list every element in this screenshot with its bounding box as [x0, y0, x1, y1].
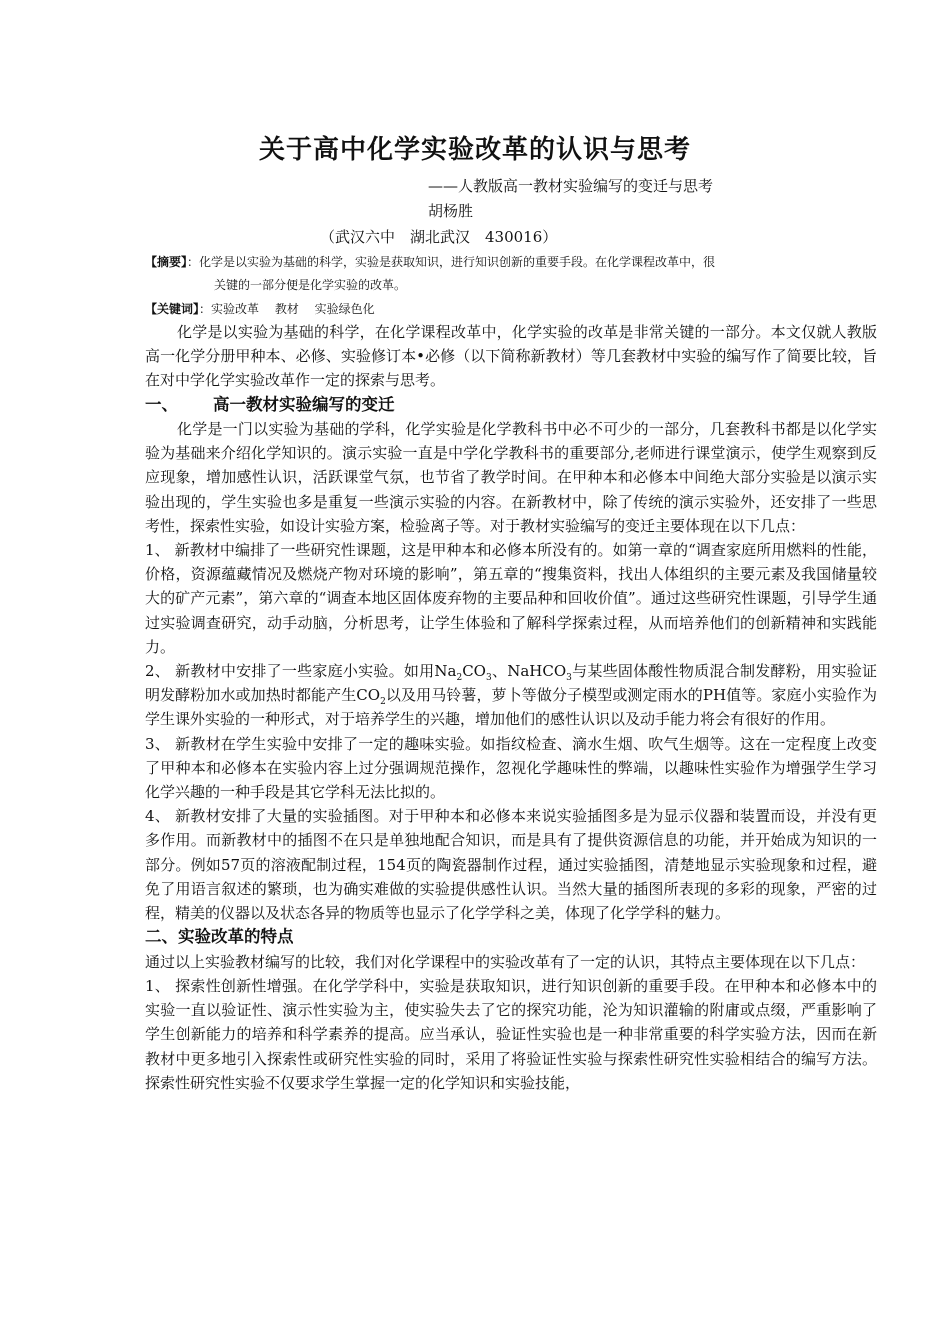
subscript-3: 3 — [566, 673, 572, 684]
section-1-point-3: 3、 新教材在学生实验中安排了一定的趣味实验。如指纹检查、滴水生烟、吹气生烟等。这在一定程度上改变了甲种本和必修本在实验内容上过分强调规范操作，忽视化学趣味性的弊端，以趣味性实验作为增强学生学习化学兴趣的一种手段是其它学科无法比拟的。 — [145, 734, 877, 802]
section-1-point-4: 4、 新教材安排了大量的实验插图。对于甲种本和必修本来说实验插图多是为显示仪器和装置而设，并没有更多作用。而新教材中的插图不在只是单独地配合知识，而是具有了提供资源信息的功能，并开始成为知识的一部分。例如57页的溶液配制过程，154页的陶瓷器制作过程，通过实验插图，清楚地显示实验现象和过程，避免了用语言叙述的繁琐，也为确实难做的实验提供感性认识。当然大量的插图所表现的多彩的现象，严密的过程，精美的仪器以及状态各异的物质等也显示了化学学科之美，体现了化学学科的魅力。 — [145, 807, 877, 923]
author-affiliation: （武汉六中 湖北武汉 430016） — [320, 228, 558, 246]
document-title: 关于高中化学实验改革的认识与思考 — [258, 135, 691, 165]
section-1-title: 高一教材实验编写的变迁 — [213, 394, 395, 414]
keywords-text: ：实验改革 教材 实验绿色化 — [199, 302, 375, 316]
section-2-heading: 二、实验改革的特点 — [145, 927, 294, 947]
document-subtitle: ——人教版高一教材实验编写的变迁与思考 — [428, 177, 714, 195]
section-1-lead-paragraph: 化学是一门以实验为基础的学科，化学实验是化学教科书中必不可少的一部分，几套教科书都是以化学实验为基础来介绍化学知识的。演示实验一直是中学化学教科书的重要部分,老师进行课堂演示，使学生观察到反应现象，增加感性认识，活跃课堂气氛，也节省了教学时间。在甲种本和必修本中间绝大部分实验是以演示实验出现的，学生实验也多是重复一些演示实验的内容。在新教材中，除了传统的演示实验外，还安排了一些思考性，探索性实验，如设计实验方案，检验离子等。对于教材实验编写的变迁主要体现在以下几点： — [145, 420, 877, 535]
body-text — [145, 320, 877, 1095]
section-2-lead-paragraph: 通过以上实验教材编写的比较，我们对化学课程中的实验改革有了一定的认识，其特点主要体现在以下几点： — [145, 952, 866, 971]
intro-paragraph: 化学是以实验为基础的科学，在化学课程改革中，化学实验的改革是非常关键的一部分。本文仅就人教版高一化学分册甲种本、必修、实验修订本•必修（以下简称新教材）等几套教材中实验的编写作了简要比较，旨在对中学化学实验改革作一定的探索与思考。 — [145, 323, 877, 390]
section-1-number: 一、 — [145, 394, 178, 414]
section-1-point-2 — [145, 659, 877, 732]
abstract-text-continued: 关键的一部分便是化学实验的改革。 — [214, 278, 407, 292]
section-2-point-1: 1、 探索性创新性增强。在化学学科中，实验是获取知识，进行知识创新的重要手段。在甲种本和必修本中的实验一直以验证性、演示性实验为主，使实验失去了它的探究功能，沦为知识灌输的附庸或点缀，严重影响了学生创新能力的培养和科学素养的提高。应当承认，验证性实验也是一种非常重要的科学实验方法，因而在新教材中更多地引入探索性或研究性实验的同时，采用了将验证性实验与探索性研究性实验相结合的编写方法。探索性研究性实验不仅要求学生掌握一定的化学知识和实验技能， — [145, 976, 877, 1092]
point-2-text-a: 2、 新教材中安排了一些家庭小实验。如用Na — [145, 662, 457, 681]
point-2-text-c: 、NaHCO — [491, 662, 567, 681]
keywords — [145, 299, 375, 319]
abstract-label: 【摘要】 — [145, 255, 188, 269]
subscript-2: 2 — [380, 697, 386, 708]
section-1-point-1: 1、 新教材中编排了一些研究性课题，这是甲种本和必修本所没有的。如第一章的“调查家庭所用燃料的性能，价格，资源蕴藏情况及燃烧产物对环境的影响”，第五章的“搜集资料，找出人体组织的主要元素及我国储量较大的矿产元素”，第六章的“调查本地区固体废弃物的主要品种和回收价值”。通过这些研究性课题，引导学生通过实验调查研究，动手动脑，分析思考，让学生体验和了解科学探索过程，从而培养他们的创新精神和实践能力。 — [145, 541, 877, 656]
abstract — [145, 251, 835, 297]
subscript-3: 3 — [485, 673, 492, 684]
point-2-text-e: 以及用马铃薯，萝卜等做分子模型或测定雨水的PH值等。家庭小实验作为学生课外实验的一种形式，对于培养学生的兴趣，增加他们的感性认识以及动手能力将会有很好的作用。 — [145, 686, 877, 729]
author-name: 胡杨胜 — [428, 202, 474, 220]
subscript-2: 2 — [456, 673, 463, 684]
point-2-text-d: 与某些固体酸性物质混合制发酵粉，用实验证明发酵粉加水或加热时都能产生CO — [145, 662, 877, 705]
abstract-text: ：化学是以实验为基础的科学，实验是获取知识，进行知识创新的重要手段。在化学课程改革中，很 — [187, 255, 716, 269]
section-1-heading — [145, 393, 877, 417]
keywords-label: 【关键词】 — [145, 302, 200, 316]
point-2-text-b: CO — [462, 662, 486, 681]
